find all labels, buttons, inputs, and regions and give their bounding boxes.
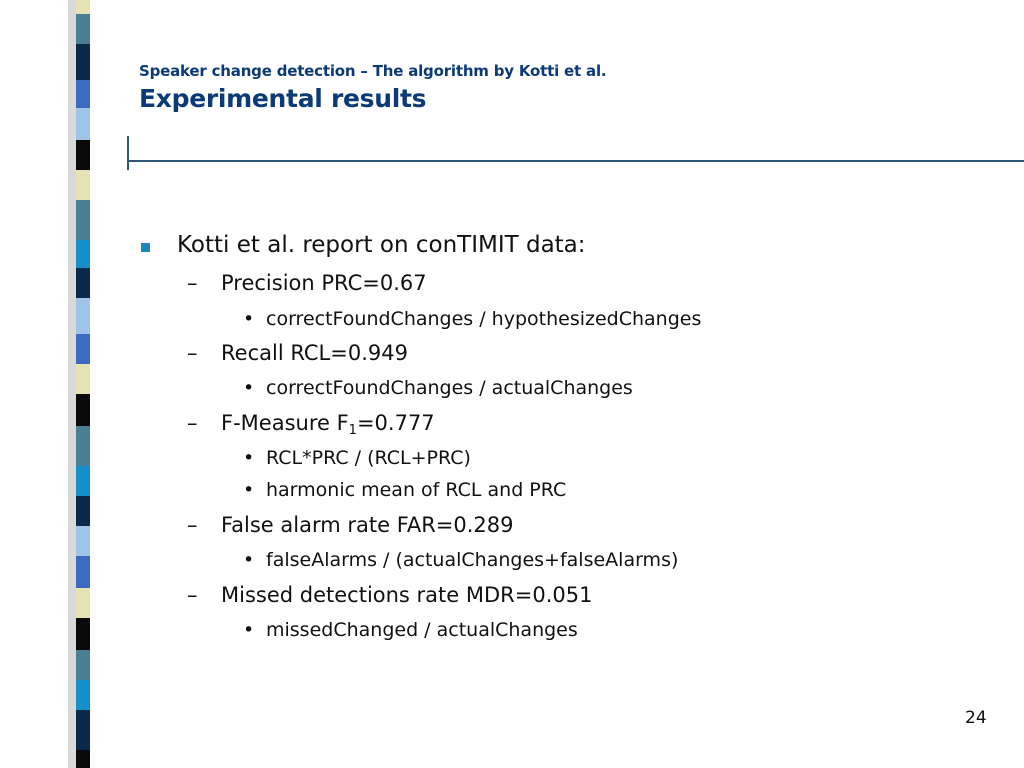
list-item-mdr: Missed detections rate MDR=0.051 — [221, 583, 593, 607]
dot-bullet-icon: • — [243, 479, 255, 501]
dot-bullet-icon: • — [243, 447, 255, 469]
dot-bullet-icon: • — [243, 308, 255, 330]
page-number: 24 — [965, 708, 987, 728]
list-item-fmeasure — [221, 411, 435, 438]
fmeasure-prefix: F-Measure F — [221, 411, 349, 435]
list-item-precision: Precision PRC=0.67 — [221, 271, 427, 295]
list-item-fmeasure-formula: RCL*PRC / (RCL+PRC) — [266, 447, 471, 469]
list-item-intro: Kotti et al. report on conTIMIT data: — [177, 232, 586, 258]
slide-subtitle: Speaker change detection – The algorithm by Kotti et al. — [139, 62, 607, 80]
list-item-fmeasure-description: harmonic mean of RCL and PRC — [266, 479, 567, 501]
list-item-mdr-detail: missedChanged / actualChanges — [266, 619, 578, 641]
dash-bullet-icon: – — [187, 341, 198, 365]
dash-bullet-icon: – — [187, 411, 198, 435]
dash-bullet-icon: – — [187, 271, 198, 295]
dash-bullet-icon: – — [187, 513, 198, 537]
dot-bullet-icon: • — [243, 549, 255, 571]
list-item-far: False alarm rate FAR=0.289 — [221, 513, 514, 537]
list-item-recall-detail: correctFoundChanges / actualChanges — [266, 377, 633, 399]
slide-title: Experimental results — [139, 84, 427, 113]
dot-bullet-icon: • — [243, 619, 255, 641]
dash-bullet-icon: – — [187, 583, 198, 607]
list-item-recall: Recall RCL=0.949 — [221, 341, 408, 365]
list-item-precision-detail: correctFoundChanges / hypothesizedChanges — [266, 308, 702, 330]
square-bullet-icon — [141, 243, 150, 252]
list-item-far-detail: falseAlarms / (actualChanges+falseAlarms) — [266, 549, 679, 571]
fmeasure-suffix: =0.777 — [356, 411, 435, 435]
dot-bullet-icon: • — [243, 377, 255, 399]
fmeasure-subscript: 1 — [348, 423, 357, 438]
